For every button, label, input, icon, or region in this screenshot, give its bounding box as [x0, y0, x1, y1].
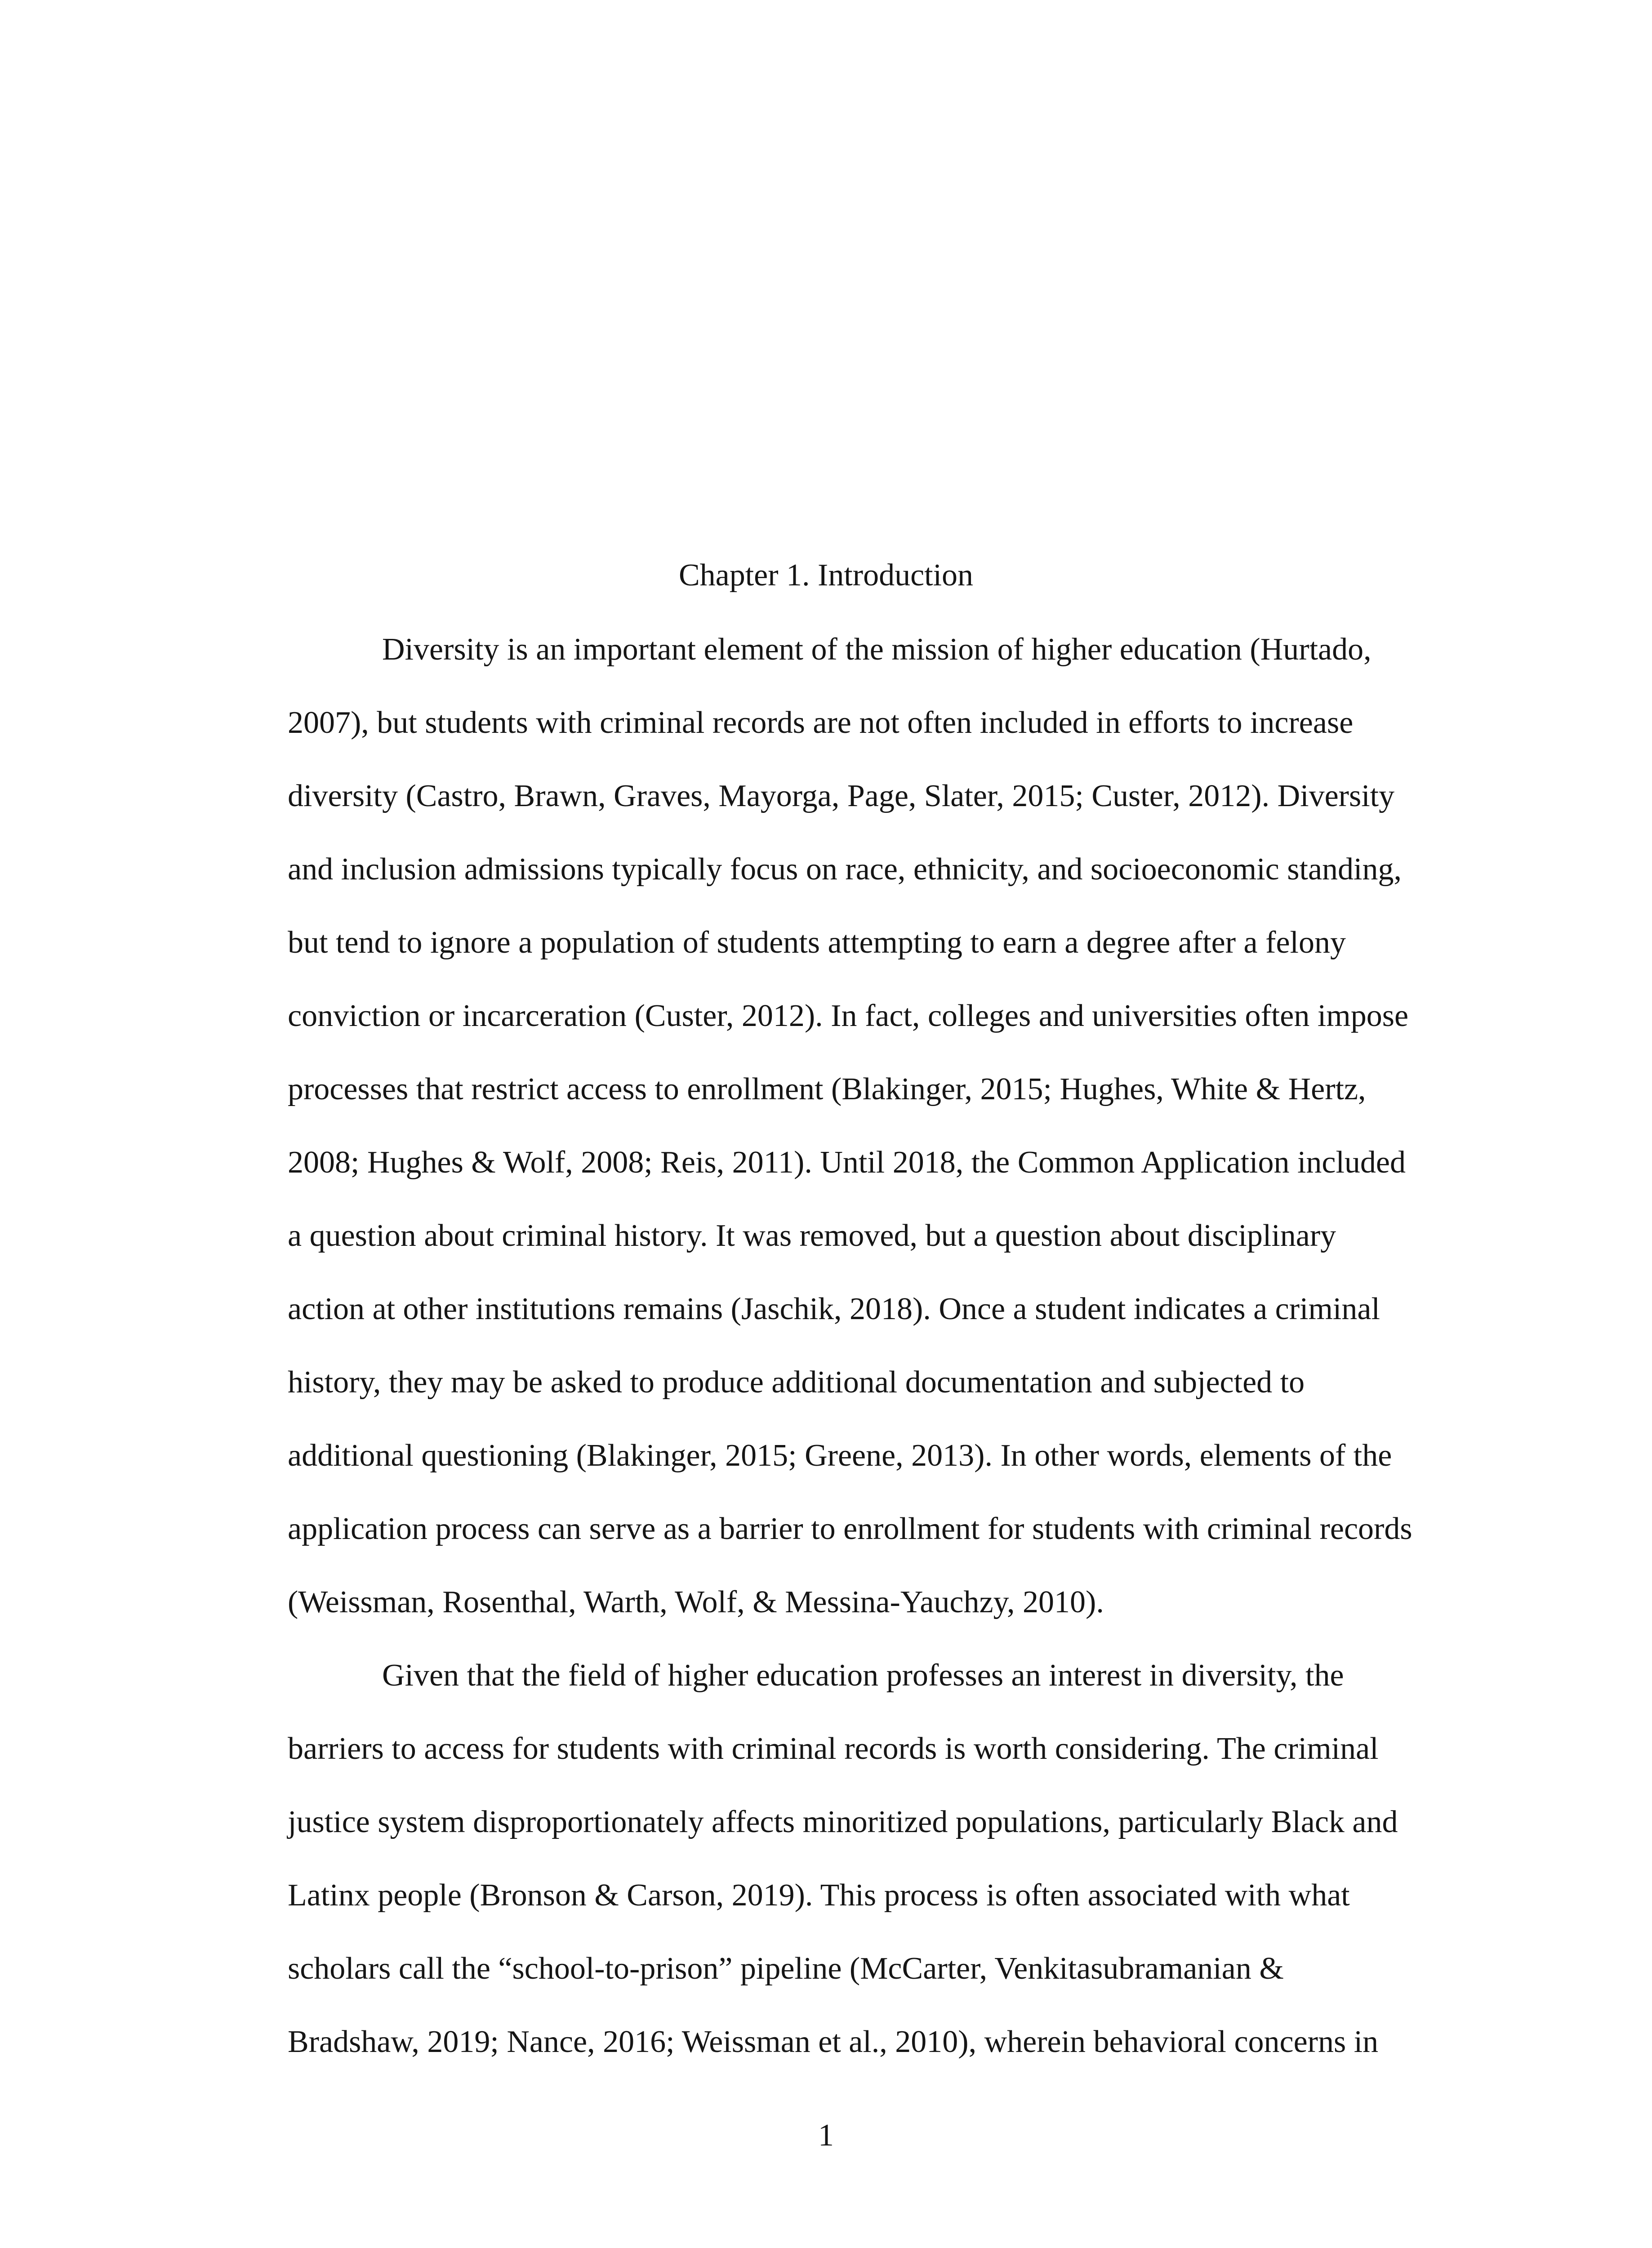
paragraph-1-line-13: application process can serve as a barrier to enrollment for students with criminal records — [288, 1512, 1412, 1546]
paragraph-2-line-2: barriers to access for students with criminal records is worth considering. The criminal — [288, 1731, 1379, 1766]
paragraph-1-line-11: history, they may be asked to produce additional documentation and subjected to — [288, 1365, 1305, 1400]
paragraph-1-line-6: conviction or incarceration (Custer, 2012). In fact, colleges and universities often impose — [288, 999, 1409, 1033]
paragraph-1-line-1: Diversity is an important element of the mission of higher education (Hurtado, — [382, 632, 1371, 667]
paragraph-2-line-3: justice system disproportionately affects minoritized populations, particularly Black and — [288, 1805, 1398, 1839]
paragraph-1-line-2: 2007), but students with criminal records are not often included in efforts to increase — [288, 705, 1354, 740]
paragraph-1-line-7: processes that restrict access to enrollment (Blakinger, 2015; Hughes, White & Hertz, — [288, 1072, 1366, 1106]
paragraph-1-line-5: but tend to ignore a population of students attempting to earn a degree after a felony — [288, 925, 1346, 960]
paragraph-1-line-14: (Weissman, Rosenthal, Warth, Wolf, & Messina-Yauchzy, 2010). — [288, 1585, 1104, 1619]
chapter-title: Chapter 1. Introduction — [678, 558, 974, 593]
paragraph-2-line-5: scholars call the “school-to-prison” pipeline (McCarter, Venkitasubramanian & — [288, 1951, 1284, 1986]
paragraph-1-line-3: diversity (Castro, Brawn, Graves, Mayorga, Page, Slater, 2015; Custer, 2012). Diversity — [288, 779, 1395, 813]
paragraph-1-line-4: and inclusion admissions typically focus on race, ethnicity, and socioeconomic standing, — [288, 852, 1402, 887]
paragraph-1-line-12: additional questioning (Blakinger, 2015; Greene, 2013). In other words, elements of the — [288, 1438, 1392, 1473]
paragraph-2-line-4: Latinx people (Bronson & Carson, 2019). This process is often associated with what — [288, 1878, 1350, 1913]
page-number: 1 — [818, 2118, 834, 2153]
paragraph-1-line-8: 2008; Hughes & Wolf, 2008; Reis, 2011). Until 2018, the Common Application included — [288, 1145, 1406, 1180]
paragraph-2-line-6: Bradshaw, 2019; Nance, 2016; Weissman et al., 2010), wherein behavioral concerns in — [288, 2025, 1379, 2059]
paragraph-1-line-9: a question about criminal history. It was removed, but a question about disciplinary — [288, 1218, 1336, 1253]
paragraph-1-line-10: action at other institutions remains (Jaschik, 2018). Once a student indicates a criminal — [288, 1292, 1380, 1326]
paragraph-2-line-1: Given that the field of higher education professes an interest in diversity, the — [382, 1658, 1344, 1693]
